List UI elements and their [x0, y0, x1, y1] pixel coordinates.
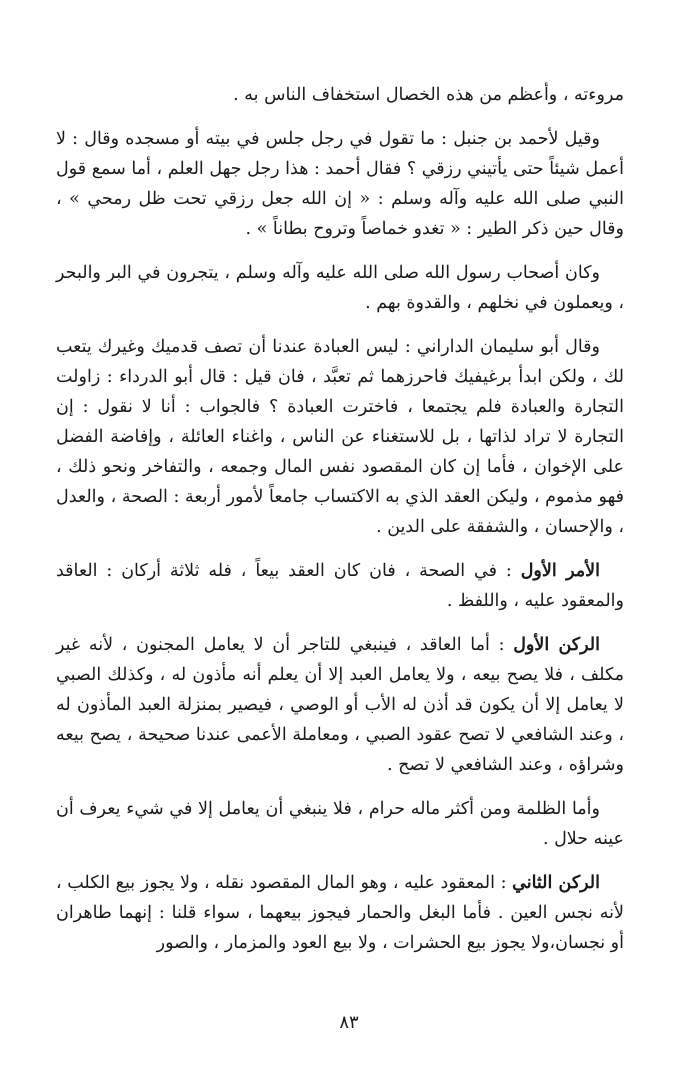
paragraph-4-text: وقال أبو سليمان الداراني : ليس العبادة عندنا أن تصف قدميك وغيرك يتعب لك ، ولكن ابدأ برغيفيك فاحرزهما ثم تعبَّد ، فان قيل : قال أبو الدرداء : زاولت التجارة والعبادة فلم يجتمعا ، فاخترت العبادة ؟ فالجواب : أنا لا نقول : إن التجارة لا تراد لذاتها ، بل للاستغناء عن الناس ، واغناء العائلة ، وإفاضة الفضل على الإخوان ، فأما إن كان المقصود نفس المال وجمعه ، والتفاخر ونحو ذلك ، فهو مذموم ، وليكن العقد الذي به الاكتساب جامعاً لأمور أربعة : الصحة ، والعدل ، والإحسان ، والشفقة على الدين . — [56, 337, 624, 537]
paragraph-6 — [56, 630, 624, 780]
paragraph-6-text: : أما العاقد ، فينبغي للتاجر أن لا يعامل المجنون ، لأنه غير مكلف ، فلا يصح بيعه ، ولا يعامل العبد إلا أن يعلم أنه مأذون له ، وكذلك الصبي لا يعامل إلا أن يكون قد أذن له الأب أو الوصي ، فيصير بمنزلة العبد المأذون له ، وعند الشافعي لا تصح عقود الصبي ، ومعاملة الأعمى عندنا صحيحة ، يصح بيعه وشراؤه ، وعند الشافعي لا تصح . — [56, 635, 624, 775]
paragraph-7 — [56, 794, 624, 854]
section-heading-first-matter: الأمر الأول — [520, 561, 600, 581]
paragraph-8 — [56, 868, 624, 958]
body-text — [56, 80, 624, 972]
page-number: ٨٣ — [339, 1012, 359, 1033]
paragraph-5-text: : في الصحة ، فان كان العقد بيعاً ، فله ثلاثة أركان : العاقد والمعقود عليه ، واللفظ . — [56, 561, 624, 611]
paragraph-3-text: وكان أصحاب رسول الله صلى الله عليه وآله وسلم ، يتجرون في البر والبحر ، ويعملون في نخلهم ، والقدوة بهم . — [56, 263, 624, 313]
paragraph-7-text: وأما الظلمة ومن أكثر ماله حرام ، فلا ينبغي أن يعامل إلا في شيء يعرف أن عينه حلال . — [56, 799, 624, 849]
paragraph-4 — [56, 332, 624, 542]
paragraph-1-text: مروءته ، وأعظم من هذه الخصال استخفاف الناس به . — [233, 85, 624, 105]
section-heading-first-pillar: الركن الأول — [513, 635, 600, 655]
paragraph-3 — [56, 258, 624, 318]
paragraph-2-text: وقيل لأحمد بن جنبل : ما تقول في رجل جلس في بيته أو مسجده وقال : لا أعمل شيئاً حتى يأتيني رزقي ؟ فقال أحمد : هذا رجل جهل العلم ، أما سمع قول النبي صلى الله عليه وآله وسلم : « إن الله جعل رزقي تحت ظل رمحي » ، وقال حين ذكر الطير : « تغدو خماصاً وتروح بطاناً » . — [56, 129, 624, 239]
paragraph-2 — [56, 124, 624, 244]
section-heading-second-pillar: الركن الثاني — [512, 873, 601, 893]
paragraph-1 — [56, 80, 624, 110]
paragraph-8-text: : المعقود عليه ، وهو المال المقصود نقله ، ولا يجوز بيع الكلب ، لأنه نجس العين . فأما البغل والحمار فيجوز بيعهما ، سواء قلنا : إنهما طاهران أو نجسان،ولا يجوز بيع الحشرات ، ولا بيع العود والمزمار ، والصور — [56, 873, 624, 953]
paragraph-5 — [56, 556, 624, 616]
